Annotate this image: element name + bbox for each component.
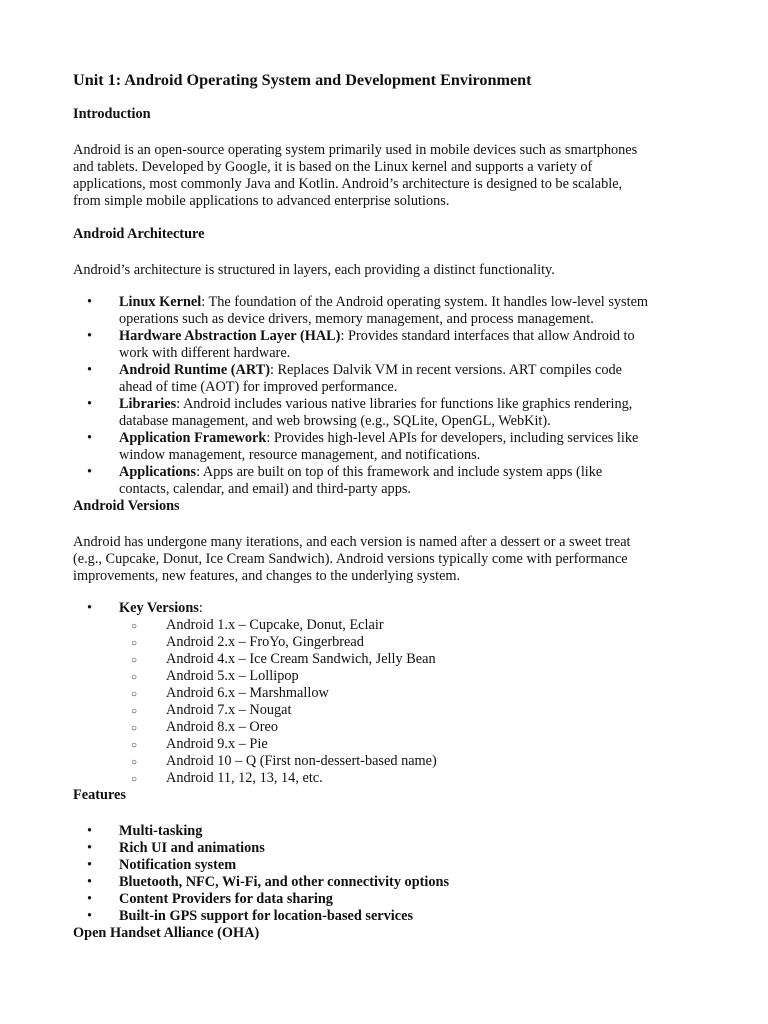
document-title: Unit 1: Android Operating System and Development Environment: [73, 71, 532, 89]
bullet-icon: •: [87, 891, 93, 907]
item-term: Android Runtime (ART): [119, 362, 270, 378]
item-text: window management, resource management, and notifications.: [119, 447, 481, 463]
section-heading-oha: Open Handset Alliance (OHA): [73, 925, 260, 941]
list-item: [73, 362, 703, 396]
version-item: ○ Android 6.x – Marshmallow: [131, 685, 329, 701]
list-item: • Notification system: [87, 857, 237, 873]
version-item: ○ Android 8.x – Oreo: [131, 719, 278, 735]
paragraph-line: applications, most commonly Java and Kotlin. Android’s architecture is designed to be scalable,: [73, 176, 623, 192]
list-item: • Bluetooth, NFC, Wi-Fi, and other connectivity options: [87, 874, 450, 890]
version-item: ○ Android 7.x – Nougat: [131, 702, 292, 718]
bullet-icon: •: [87, 840, 93, 856]
item-term: Linux Kernel: [119, 294, 202, 310]
item-term: Libraries: [119, 396, 177, 412]
item-text: database management, and web browsing (e.g., SQLite, OpenGL, WebKit).: [119, 413, 551, 429]
list-item: [73, 600, 703, 617]
version-item: ○ Android 4.x – Ice Cream Sandwich, Jelly Bean: [131, 651, 436, 667]
circle-bullet-icon: ○: [131, 638, 138, 649]
item-text: : Apps are built on top of this framework and include system apps (like: [196, 464, 603, 480]
paragraph-line: improvements, new features, and changes to the underlying system.: [73, 568, 461, 584]
item-term: Application Framework: [119, 430, 267, 446]
bullet-icon: •: [87, 464, 93, 480]
circle-bullet-icon: ○: [131, 706, 138, 717]
item-text: :: [198, 600, 203, 616]
item-term: Hardware Abstraction Layer (HAL): [119, 328, 341, 344]
item-text: work with different hardware.: [119, 345, 291, 361]
bullet-icon: •: [87, 396, 93, 412]
paragraph-line: Android has undergone many iterations, and each version is named after a dessert or a sweet treat: [73, 534, 631, 550]
item-text: operations such as device drivers, memory management, and process management.: [119, 311, 594, 327]
paragraph-line: and tablets. Developed by Google, it is based on the Linux kernel and supports a variety of: [73, 159, 593, 175]
circle-bullet-icon: ○: [131, 723, 138, 734]
list-item: • Built-in GPS support for location-based services: [87, 908, 414, 924]
bullet-icon: •: [87, 294, 93, 310]
item-text: : Provides standard interfaces that allow Android to: [340, 328, 635, 344]
list-item: [73, 328, 703, 362]
section-heading-architecture: Android Architecture: [73, 226, 205, 242]
version-item: ○ Android 10 – Q (First non-dessert-based name): [131, 753, 437, 769]
list-item: [73, 396, 703, 430]
circle-bullet-icon: ○: [131, 740, 138, 751]
list-item: • Rich UI and animations: [87, 840, 265, 856]
item-text: : Replaces Dalvik VM in recent versions. ART compiles code: [269, 362, 622, 378]
list-item: [73, 294, 703, 328]
version-item: ○ Android 2.x – FroYo, Gingerbread: [131, 634, 364, 650]
item-text: : Provides high-level APIs for developers, including services like: [266, 430, 639, 446]
circle-bullet-icon: ○: [131, 689, 138, 700]
versions-paragraph: [73, 534, 703, 585]
version-item: ○ Android 9.x – Pie: [131, 736, 268, 752]
list-item: [73, 464, 703, 498]
circle-bullet-icon: ○: [131, 655, 138, 666]
bullet-icon: •: [87, 328, 93, 344]
section-heading-versions: Android Versions: [73, 498, 180, 514]
paragraph-line: Android is an open-source operating system primarily used in mobile devices such as smartphones: [73, 142, 638, 158]
section-heading-introduction: Introduction: [73, 106, 151, 122]
circle-bullet-icon: ○: [131, 774, 138, 785]
circle-bullet-icon: ○: [131, 621, 138, 632]
list-item: • Multi-tasking: [87, 823, 203, 839]
section-heading-features: Features: [73, 787, 126, 803]
item-text: : Android includes various native libraries for functions like graphics rendering,: [176, 396, 633, 412]
list-item: [73, 430, 703, 464]
circle-bullet-icon: ○: [131, 672, 138, 683]
bullet-icon: •: [87, 823, 93, 839]
introduction-paragraph: [73, 142, 703, 210]
paragraph-line: from simple mobile applications to advanced enterprise solutions.: [73, 193, 450, 209]
document-page: [73, 70, 703, 942]
bullet-icon: •: [87, 362, 93, 378]
item-term: Applications: [119, 464, 197, 480]
item-term: Key Versions: [119, 600, 199, 616]
versions-list: [73, 600, 703, 787]
version-item: ○ Android 1.x – Cupcake, Donut, Eclair: [131, 617, 384, 633]
circle-bullet-icon: ○: [131, 757, 138, 768]
bullet-icon: •: [87, 874, 93, 890]
list-item: • Content Providers for data sharing: [87, 891, 333, 907]
bullet-icon: •: [87, 600, 93, 616]
item-text: contacts, calendar, and email) and third-party apps.: [119, 481, 411, 497]
bullet-icon: •: [87, 857, 93, 873]
version-item: ○ Android 11, 12, 13, 14, etc.: [131, 770, 323, 786]
features-list: [73, 823, 703, 925]
item-text: : The foundation of the Android operating system. It handles low-level system: [201, 294, 649, 310]
item-text: ahead of time (AOT) for improved performance.: [119, 379, 398, 395]
architecture-list: [73, 294, 703, 498]
version-item: ○ Android 5.x – Lollipop: [131, 668, 299, 684]
bullet-icon: •: [87, 908, 93, 924]
bullet-icon: •: [87, 430, 93, 446]
paragraph-line: (e.g., Cupcake, Donut, Ice Cream Sandwich). Android versions typically come with performance: [73, 551, 628, 567]
architecture-intro: Android’s architecture is structured in layers, each providing a distinct functionality.: [73, 262, 555, 278]
